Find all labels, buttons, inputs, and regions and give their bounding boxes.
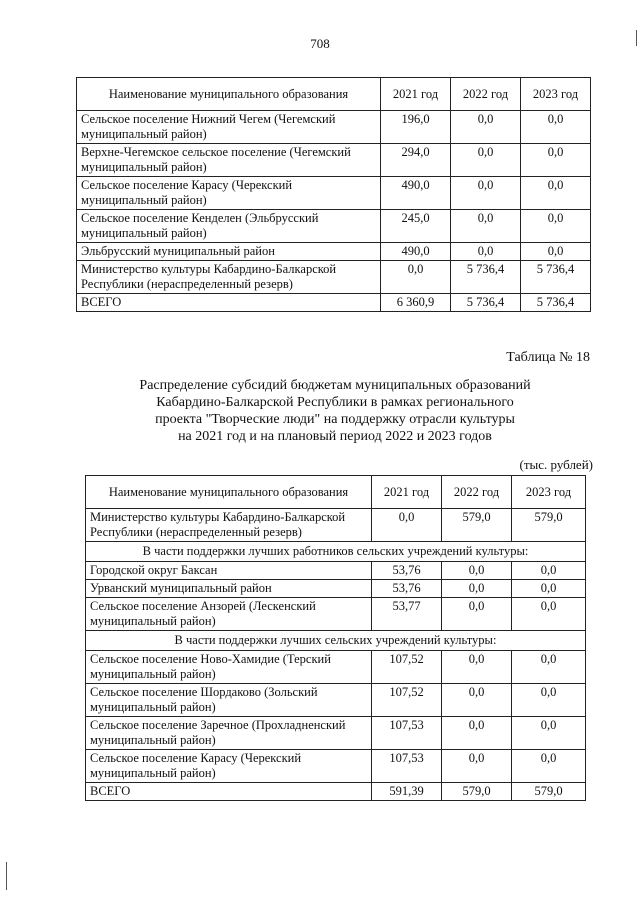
table-header-row (86, 476, 586, 509)
municipality-name: Сельское поселение Карасу (Черекский муниципальный район) (77, 177, 381, 210)
value-2023: 0,0 (512, 651, 586, 684)
value-2023: 0,0 (512, 598, 586, 631)
table-row (77, 261, 591, 294)
value-2021: 490,0 (381, 243, 451, 261)
value-2022: 0,0 (451, 144, 521, 177)
total-2021: 6 360,9 (381, 294, 451, 312)
value-2023: 0,0 (512, 684, 586, 717)
total-2022: 579,0 (442, 783, 512, 801)
table-total-row (77, 294, 591, 312)
table-row (77, 144, 591, 177)
value-2021: 490,0 (381, 177, 451, 210)
column-header-name: Наименование муниципального образования (86, 476, 372, 509)
value-2023: 0,0 (521, 111, 591, 144)
municipality-name: Верхне-Чегемское сельское поселение (Чегемский муниципальный район) (77, 144, 381, 177)
subsidy-table-18 (85, 475, 586, 801)
value-2023: 0,0 (521, 210, 591, 243)
section-row (86, 631, 586, 651)
municipality-name: Сельское поселение Нижний Чегем (Чегемский муниципальный район) (77, 111, 381, 144)
heading-line: Кабардино-Балкарской Республики в рамках регионального (156, 395, 514, 410)
subsidy-table-continued (76, 77, 591, 312)
municipality-name: Урванский муниципальный район (86, 580, 372, 598)
value-2023: 0,0 (512, 717, 586, 750)
value-2023: 579,0 (512, 509, 586, 542)
value-2021: 53,77 (372, 598, 442, 631)
value-2021: 107,52 (372, 684, 442, 717)
table-label: Таблица № 18 (506, 350, 590, 365)
municipality-name: Сельское поселение Заречное (Прохладненский муниципальный район) (86, 717, 372, 750)
municipality-name: Сельское поселение Кенделен (Эльбрусский муниципальный район) (77, 210, 381, 243)
value-2021: 0,0 (372, 509, 442, 542)
municipality-name: Министерство культуры Кабардино-Балкарской Республики (нераспределенный резерв) (86, 509, 372, 542)
table-row (77, 243, 591, 261)
municipality-name: Эльбрусский муниципальный район (77, 243, 381, 261)
heading-line: проекта "Творческие люди" на поддержку отрасли культуры (155, 412, 515, 427)
table-row (86, 509, 586, 542)
scan-edge-mark (6, 862, 7, 890)
table-row (86, 651, 586, 684)
municipality-name: Сельское поселение Карасу (Черекский муниципальный район) (86, 750, 372, 783)
table-heading (95, 377, 575, 445)
municipality-name: Министерство культуры Кабардино-Балкарской Республики (нераспределенный резерв) (77, 261, 381, 294)
value-2022: 0,0 (451, 210, 521, 243)
table-total-row (86, 783, 586, 801)
total-label: ВСЕГО (77, 294, 381, 312)
value-2021: 53,76 (372, 562, 442, 580)
value-2021: 107,53 (372, 717, 442, 750)
value-2022: 579,0 (442, 509, 512, 542)
total-2023: 579,0 (512, 783, 586, 801)
value-2022: 0,0 (442, 580, 512, 598)
value-2023: 0,0 (512, 562, 586, 580)
table-row (86, 684, 586, 717)
value-2023: 0,0 (521, 144, 591, 177)
page-number: 708 (310, 36, 330, 51)
heading-line: Распределение субсидий бюджетам муниципальных образований (139, 378, 531, 393)
value-2023: 0,0 (512, 580, 586, 598)
total-2022: 5 736,4 (451, 294, 521, 312)
column-header-2021: 2021 год (381, 78, 451, 111)
table-row (77, 210, 591, 243)
value-2022: 0,0 (451, 177, 521, 210)
value-2021: 107,52 (372, 651, 442, 684)
table-row (86, 717, 586, 750)
value-2021: 245,0 (381, 210, 451, 243)
value-2021: 294,0 (381, 144, 451, 177)
total-label: ВСЕГО (86, 783, 372, 801)
value-2022: 0,0 (442, 750, 512, 783)
heading-line: на 2021 год и на плановый период 2022 и 2023 годов (178, 429, 492, 444)
section-title: В части поддержки лучших сельских учреждений культуры: (86, 631, 586, 651)
value-2022: 0,0 (451, 243, 521, 261)
column-header-2022: 2022 год (442, 476, 512, 509)
table-row (77, 111, 591, 144)
value-2022: 0,0 (442, 651, 512, 684)
value-2022: 0,0 (442, 562, 512, 580)
table-row (86, 598, 586, 631)
value-2021: 196,0 (381, 111, 451, 144)
total-2021: 591,39 (372, 783, 442, 801)
section-title: В части поддержки лучших работников сельских учреждений культуры: (86, 542, 586, 562)
column-header-2022: 2022 год (451, 78, 521, 111)
scan-edge-mark (636, 30, 637, 46)
column-header-2023: 2023 год (512, 476, 586, 509)
municipality-name: Сельское поселение Анзорей (Лескенский муниципальный район) (86, 598, 372, 631)
value-2021: 107,53 (372, 750, 442, 783)
value-2021: 53,76 (372, 580, 442, 598)
units-label: (тыс. рублей) (519, 457, 593, 472)
column-header-2023: 2023 год (521, 78, 591, 111)
total-2023: 5 736,4 (521, 294, 591, 312)
table-row (77, 177, 591, 210)
column-header-name: Наименование муниципального образования (77, 78, 381, 111)
table-row (86, 562, 586, 580)
municipality-name: Сельское поселение Шордаково (Зольский муниципальный район) (86, 684, 372, 717)
value-2023: 0,0 (512, 750, 586, 783)
section-row (86, 542, 586, 562)
value-2022: 0,0 (451, 111, 521, 144)
value-2022: 5 736,4 (451, 261, 521, 294)
value-2022: 0,0 (442, 684, 512, 717)
value-2022: 0,0 (442, 598, 512, 631)
value-2022: 0,0 (442, 717, 512, 750)
table-row (86, 750, 586, 783)
municipality-name: Городской округ Баксан (86, 562, 372, 580)
value-2023: 0,0 (521, 177, 591, 210)
table-row (86, 580, 586, 598)
column-header-2021: 2021 год (372, 476, 442, 509)
table-header-row (77, 78, 591, 111)
value-2023: 5 736,4 (521, 261, 591, 294)
value-2023: 0,0 (521, 243, 591, 261)
value-2021: 0,0 (381, 261, 451, 294)
municipality-name: Сельское поселение Ново-Хамидие (Терский муниципальный район) (86, 651, 372, 684)
